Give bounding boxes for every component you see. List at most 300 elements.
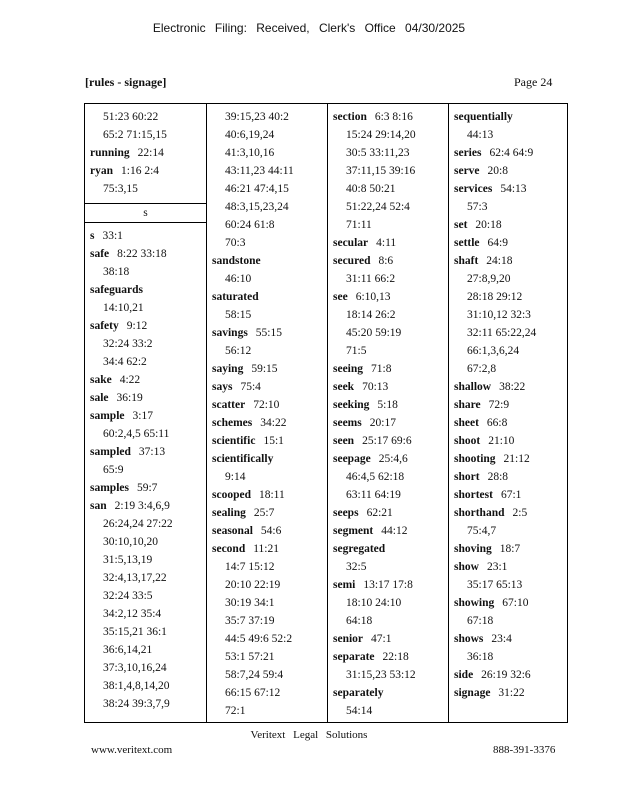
index-line [212, 144, 324, 162]
index-term: secular [333, 237, 369, 249]
index-line [454, 468, 565, 486]
index-line [454, 288, 565, 306]
index-entry [85, 162, 206, 198]
index-term: shorthand [454, 507, 505, 519]
index-entry [207, 432, 327, 450]
index-entry [328, 378, 448, 396]
footer-phone: 888-391-3376 [493, 744, 556, 756]
index-line [454, 684, 565, 702]
index-term: samples [90, 482, 129, 494]
index-line [212, 378, 324, 396]
page-line-refs: 58:7,24 59:4 [225, 669, 284, 681]
index-term: running [90, 147, 130, 159]
page-line-refs: 72:1 [225, 705, 246, 717]
index-term: ryan [90, 165, 113, 177]
index-line [90, 389, 203, 407]
page-line-refs: 57:3 [467, 201, 488, 213]
index-line [454, 666, 565, 684]
index-line [454, 378, 565, 396]
page-line-refs: 9:14 [225, 471, 246, 483]
page-line-refs: 75:3,15 [103, 183, 138, 195]
index-line [454, 306, 565, 324]
index-line [90, 126, 203, 144]
index-line [212, 414, 324, 432]
page-line-refs: 59:15 [251, 363, 278, 375]
page-line-refs: 14:10,21 [103, 302, 144, 314]
page-line-refs: 44:5 49:6 52:2 [225, 633, 293, 645]
index-entry-continued [207, 108, 327, 252]
index-entry [449, 144, 568, 162]
page-line-refs: 34:22 [260, 417, 287, 429]
index-line [333, 288, 445, 306]
index-line [90, 461, 203, 479]
index-line [454, 180, 565, 198]
page-line-refs: 38:22 [499, 381, 526, 393]
index-line [212, 180, 324, 198]
index-line [212, 684, 324, 702]
page-line-refs: 65:9 [103, 464, 124, 476]
index-term: seeing [333, 363, 364, 375]
index-term: short [454, 471, 480, 483]
index-entry [449, 216, 568, 234]
index-line [454, 396, 565, 414]
index-line [454, 414, 565, 432]
index-line [333, 252, 445, 270]
page-line-refs: 6:3 8:16 [374, 111, 413, 123]
page-line-refs: 63:11 64:19 [346, 489, 401, 501]
page-line-refs: 54:13 [500, 183, 527, 195]
page-line-refs: 53:1 57:21 [225, 651, 275, 663]
index-line [333, 666, 445, 684]
index-line [212, 468, 324, 486]
index-column-1 [85, 104, 206, 722]
index-entry [328, 522, 448, 540]
index-term: scatter [212, 399, 246, 411]
index-term: san [90, 500, 107, 512]
index-entry [207, 522, 327, 540]
index-line [212, 396, 324, 414]
index-line [333, 126, 445, 144]
index-entry [449, 432, 568, 450]
index-entry [328, 234, 448, 252]
index-entry [207, 360, 327, 378]
index-line [90, 180, 203, 198]
page-line-refs: 13:17 17:8 [363, 579, 413, 591]
index-entry [449, 504, 568, 540]
index-entry [207, 540, 327, 720]
page-line-refs: 40:8 50:21 [346, 183, 396, 195]
page-line-refs: 51:23 60:22 [103, 111, 159, 123]
index-line [454, 432, 565, 450]
index-entry [449, 684, 568, 702]
index-line [454, 558, 565, 576]
index-line [212, 576, 324, 594]
index-entry [328, 540, 448, 576]
index-term: services [454, 183, 493, 195]
index-term: sample [90, 410, 125, 422]
index-term: series [454, 147, 482, 159]
index-term: scooped [212, 489, 251, 501]
index-line [454, 612, 565, 630]
page-line-refs: 30:10,10,20 [103, 536, 158, 548]
index-line [212, 108, 324, 126]
index-entry [449, 378, 568, 396]
index-entry [449, 666, 568, 684]
index-term: see [333, 291, 348, 303]
index-term: seems [333, 417, 362, 429]
index-entry [449, 180, 568, 216]
index-line [454, 450, 565, 468]
page-line-refs: 39:15,23 40:2 [225, 111, 289, 123]
index-line [333, 378, 445, 396]
index-line [212, 216, 324, 234]
index-term: shortest [454, 489, 493, 501]
index-entry [207, 396, 327, 414]
page-line-refs: 64:9 [487, 237, 508, 249]
page-line-refs: 32:4,13,17,22 [103, 572, 167, 584]
index-term: separate [333, 651, 375, 663]
page-line-refs: 46:4,5 62:18 [346, 471, 405, 483]
index-line [333, 180, 445, 198]
index-entry [449, 540, 568, 558]
index-line [333, 108, 445, 126]
index-entry [328, 396, 448, 414]
page-line-refs: 6:10,13 [355, 291, 391, 303]
page-line-refs: 32:11 65:22,24 [467, 327, 537, 339]
index-entry [85, 317, 206, 371]
index-entry [449, 594, 568, 630]
index-entry [85, 144, 206, 162]
page-line-refs: 15:1 [263, 435, 284, 447]
index-line [454, 486, 565, 504]
index-entry [207, 414, 327, 432]
index-entry [328, 450, 448, 504]
letter-section-divider: s [85, 203, 206, 223]
index-entry [449, 630, 568, 666]
page-line-refs: 21:12 [503, 453, 530, 465]
index-entry [85, 227, 206, 245]
index-entry [207, 252, 327, 288]
index-entry [85, 371, 206, 389]
page-line-refs: 71:8 [371, 363, 392, 375]
index-line [333, 468, 445, 486]
index-entry [207, 504, 327, 522]
index-term: seek [333, 381, 355, 393]
index-column-4 [448, 104, 568, 722]
page-line-refs: 66:15 67:12 [225, 687, 281, 699]
page-line-refs: 8:22 33:18 [117, 248, 167, 260]
index-term: shoving [454, 543, 492, 555]
index-term: segment [333, 525, 374, 537]
page-line-refs: 72:10 [253, 399, 280, 411]
index-line [90, 162, 203, 180]
index-entry [328, 414, 448, 432]
page-line-refs: 20:18 [475, 219, 502, 231]
page-line-refs: 31:15,23 53:12 [346, 669, 416, 681]
index-term: sealing [212, 507, 246, 519]
index-entry [328, 288, 448, 360]
index-term: saying [212, 363, 244, 375]
index-line [454, 216, 565, 234]
index-term: shallow [454, 381, 492, 393]
index-line [333, 396, 445, 414]
index-line [454, 648, 565, 666]
index-line [333, 684, 445, 702]
index-line [212, 612, 324, 630]
page-line-refs: 1:16 2:4 [121, 165, 160, 177]
index-term: seen [333, 435, 355, 447]
index-entry [85, 407, 206, 443]
index-line [212, 342, 324, 360]
page-line-refs: 72:9 [488, 399, 510, 411]
index-line [212, 522, 324, 540]
index-column-2 [206, 104, 327, 722]
page-line-refs: 55:15 [255, 327, 282, 339]
index-line [333, 612, 445, 630]
page-line-refs: 48:3,15,23,24 [225, 201, 289, 213]
index-line [212, 252, 324, 270]
index-entry [328, 360, 448, 378]
index-entry [328, 576, 448, 630]
index-line [212, 288, 324, 306]
page-line-refs: 8:6 [378, 255, 394, 267]
index-entry [328, 630, 448, 648]
page-line-refs: 44:12 [381, 525, 408, 537]
index-term: section [333, 111, 367, 123]
index-line [90, 497, 203, 515]
index-entry [328, 684, 448, 720]
page-line-refs: 22:18 [382, 651, 409, 663]
index-line [90, 108, 203, 126]
index-line [90, 443, 203, 461]
page-line-refs: 31:11 66:2 [346, 273, 396, 285]
page-line-refs: 23:4 [491, 633, 512, 645]
index-line [212, 486, 324, 504]
index-entry [207, 324, 327, 360]
index-line [333, 234, 445, 252]
index-entry [449, 414, 568, 432]
index-term: settle [454, 237, 480, 249]
index-line [454, 270, 565, 288]
index-term: share [454, 399, 481, 411]
index-term: signage [454, 687, 491, 699]
index-line [333, 630, 445, 648]
page-line-refs: 40:6,19,24 [225, 129, 275, 141]
page-line-refs: 32:24 33:5 [103, 590, 153, 602]
index-term: show [454, 561, 479, 573]
index-term: saturated [212, 291, 259, 303]
index-line [90, 144, 203, 162]
page-line-refs: 30:5 33:11,23 [346, 147, 410, 159]
page-line-refs: 9:12 [126, 320, 148, 332]
index-term: says [212, 381, 233, 393]
page-line-refs: 34:4 62:2 [103, 356, 147, 368]
index-entry [207, 450, 327, 486]
index-line [212, 666, 324, 684]
page-line-refs: 22:14 [137, 147, 164, 159]
page-line-refs: 56:12 [225, 345, 252, 357]
index-line [90, 677, 203, 695]
index-term: safety [90, 320, 119, 332]
index-entry [328, 648, 448, 684]
index-line [333, 576, 445, 594]
page-line-refs: 46:10 [225, 273, 252, 285]
page-line-refs: 25:4,6 [378, 453, 408, 465]
index-line [333, 522, 445, 540]
index-term: set [454, 219, 468, 231]
index-entry [207, 486, 327, 504]
index-term: s [90, 230, 95, 242]
index-line [333, 432, 445, 450]
page-line-refs: 14:7 15:12 [225, 561, 275, 573]
index-line [212, 450, 324, 468]
index-line [90, 641, 203, 659]
page-line-refs: 66:8 [486, 417, 508, 429]
index-line [333, 486, 445, 504]
index-line [333, 144, 445, 162]
index-term: shows [454, 633, 484, 645]
index-entry [449, 396, 568, 414]
index-entry [207, 378, 327, 396]
index-column-3 [327, 104, 448, 722]
index-term: seepage [333, 453, 371, 465]
index-term: shoot [454, 435, 481, 447]
page-line-refs: 27:8,9,20 [467, 273, 511, 285]
page-line-refs: 37:13 [138, 446, 166, 458]
page-line-refs: 4:22 [119, 374, 141, 386]
index-line [333, 558, 445, 576]
index-line [212, 558, 324, 576]
page-line-refs: 20:10 22:19 [225, 579, 281, 591]
index-line [212, 270, 324, 288]
index-entry [449, 558, 568, 594]
page-line-refs: 35:7 37:19 [225, 615, 275, 627]
page-line-refs: 65:2 71:15,15 [103, 129, 167, 141]
page-line-refs: 30:19 34:1 [225, 597, 275, 609]
page-line-refs: 26:24,24 27:22 [103, 518, 173, 530]
page-line-refs: 11:21 [253, 543, 280, 555]
page-line-refs: 18:14 26:2 [346, 309, 396, 321]
page-line-refs: 54:6 [260, 525, 282, 537]
index-entry-continued [85, 108, 206, 144]
index-term: sake [90, 374, 112, 386]
index-term: sequentially [454, 111, 513, 123]
index-line [454, 522, 565, 540]
footer-company: Veritext Legal Solutions [250, 729, 368, 741]
index-line [212, 630, 324, 648]
page-line-refs: 71:11 [346, 219, 372, 231]
word-index-table [84, 103, 568, 723]
index-line [90, 623, 203, 641]
index-line [212, 432, 324, 450]
page-line-refs: 18:10 24:10 [346, 597, 402, 609]
page-line-refs: 67:2,8 [467, 363, 497, 375]
index-entry [449, 162, 568, 180]
index-line [90, 515, 203, 533]
index-entry [85, 389, 206, 407]
index-line [333, 702, 445, 720]
index-term: serve [454, 165, 480, 177]
index-term: sandstone [212, 255, 261, 267]
page-line-refs: 58:15 [225, 309, 252, 321]
index-entry [85, 479, 206, 497]
page-line-refs: 66:1,3,6,24 [467, 345, 520, 357]
index-term: sale [90, 392, 109, 404]
index-line [454, 576, 565, 594]
page-line-refs: 37:3,10,16,24 [103, 662, 167, 674]
index-line [90, 245, 203, 263]
index-entry [449, 108, 568, 144]
index-entry [328, 504, 448, 522]
index-line [90, 281, 203, 299]
page-line-refs: 51:22,24 52:4 [346, 201, 410, 213]
index-term: separately [333, 687, 384, 699]
index-term: sheet [454, 417, 479, 429]
index-term: second [212, 543, 246, 555]
index-line [212, 162, 324, 180]
page-line-refs: 41:3,10,16 [225, 147, 275, 159]
index-line [454, 342, 565, 360]
index-entry [328, 108, 448, 234]
page-line-refs: 67:18 [467, 615, 494, 627]
page-line-refs: 64:18 [346, 615, 373, 627]
page-line-refs: 2:5 [512, 507, 528, 519]
index-line [90, 425, 203, 443]
index-line [212, 702, 324, 720]
page-line-refs: 15:24 29:14,20 [346, 129, 416, 141]
index-line [212, 594, 324, 612]
page-line-refs: 44:13 [467, 129, 494, 141]
index-line [454, 360, 565, 378]
page-line-refs: 36:19 [116, 392, 143, 404]
index-line [454, 108, 565, 126]
index-term: seeps [333, 507, 359, 519]
index-line [90, 353, 203, 371]
index-line [333, 306, 445, 324]
page-line-refs: 70:3 [225, 237, 246, 249]
page-line-refs: 25:17 69:6 [362, 435, 412, 447]
index-line [90, 263, 203, 281]
page-line-refs: 18:7 [499, 543, 521, 555]
page-line-refs: 24:18 [486, 255, 513, 267]
index-line [333, 414, 445, 432]
index-entry [85, 443, 206, 479]
index-line [333, 450, 445, 468]
page-line-refs: 32:5 [346, 561, 367, 573]
page-line-refs: 75:4,7 [467, 525, 497, 537]
page-line-refs: 71:5 [346, 345, 367, 357]
page-line-refs: 28:18 29:12 [467, 291, 523, 303]
index-term: side [454, 669, 474, 681]
page-line-refs: 34:2,12 35:4 [103, 608, 162, 620]
index-line [454, 198, 565, 216]
index-line [454, 630, 565, 648]
index-line [90, 569, 203, 587]
index-line [90, 317, 203, 335]
index-line [454, 540, 565, 558]
index-term: senior [333, 633, 364, 645]
index-line [212, 306, 324, 324]
index-line [90, 479, 203, 497]
index-entry [328, 432, 448, 450]
index-line [454, 234, 565, 252]
page-line-refs: 28:8 [487, 471, 509, 483]
page-line-refs: 32:24 33:2 [103, 338, 153, 350]
page-line-refs: 38:18 [103, 266, 130, 278]
index-line [454, 324, 565, 342]
page-line-refs: 46:21 47:4,15 [225, 183, 289, 195]
index-term: seasonal [212, 525, 253, 537]
